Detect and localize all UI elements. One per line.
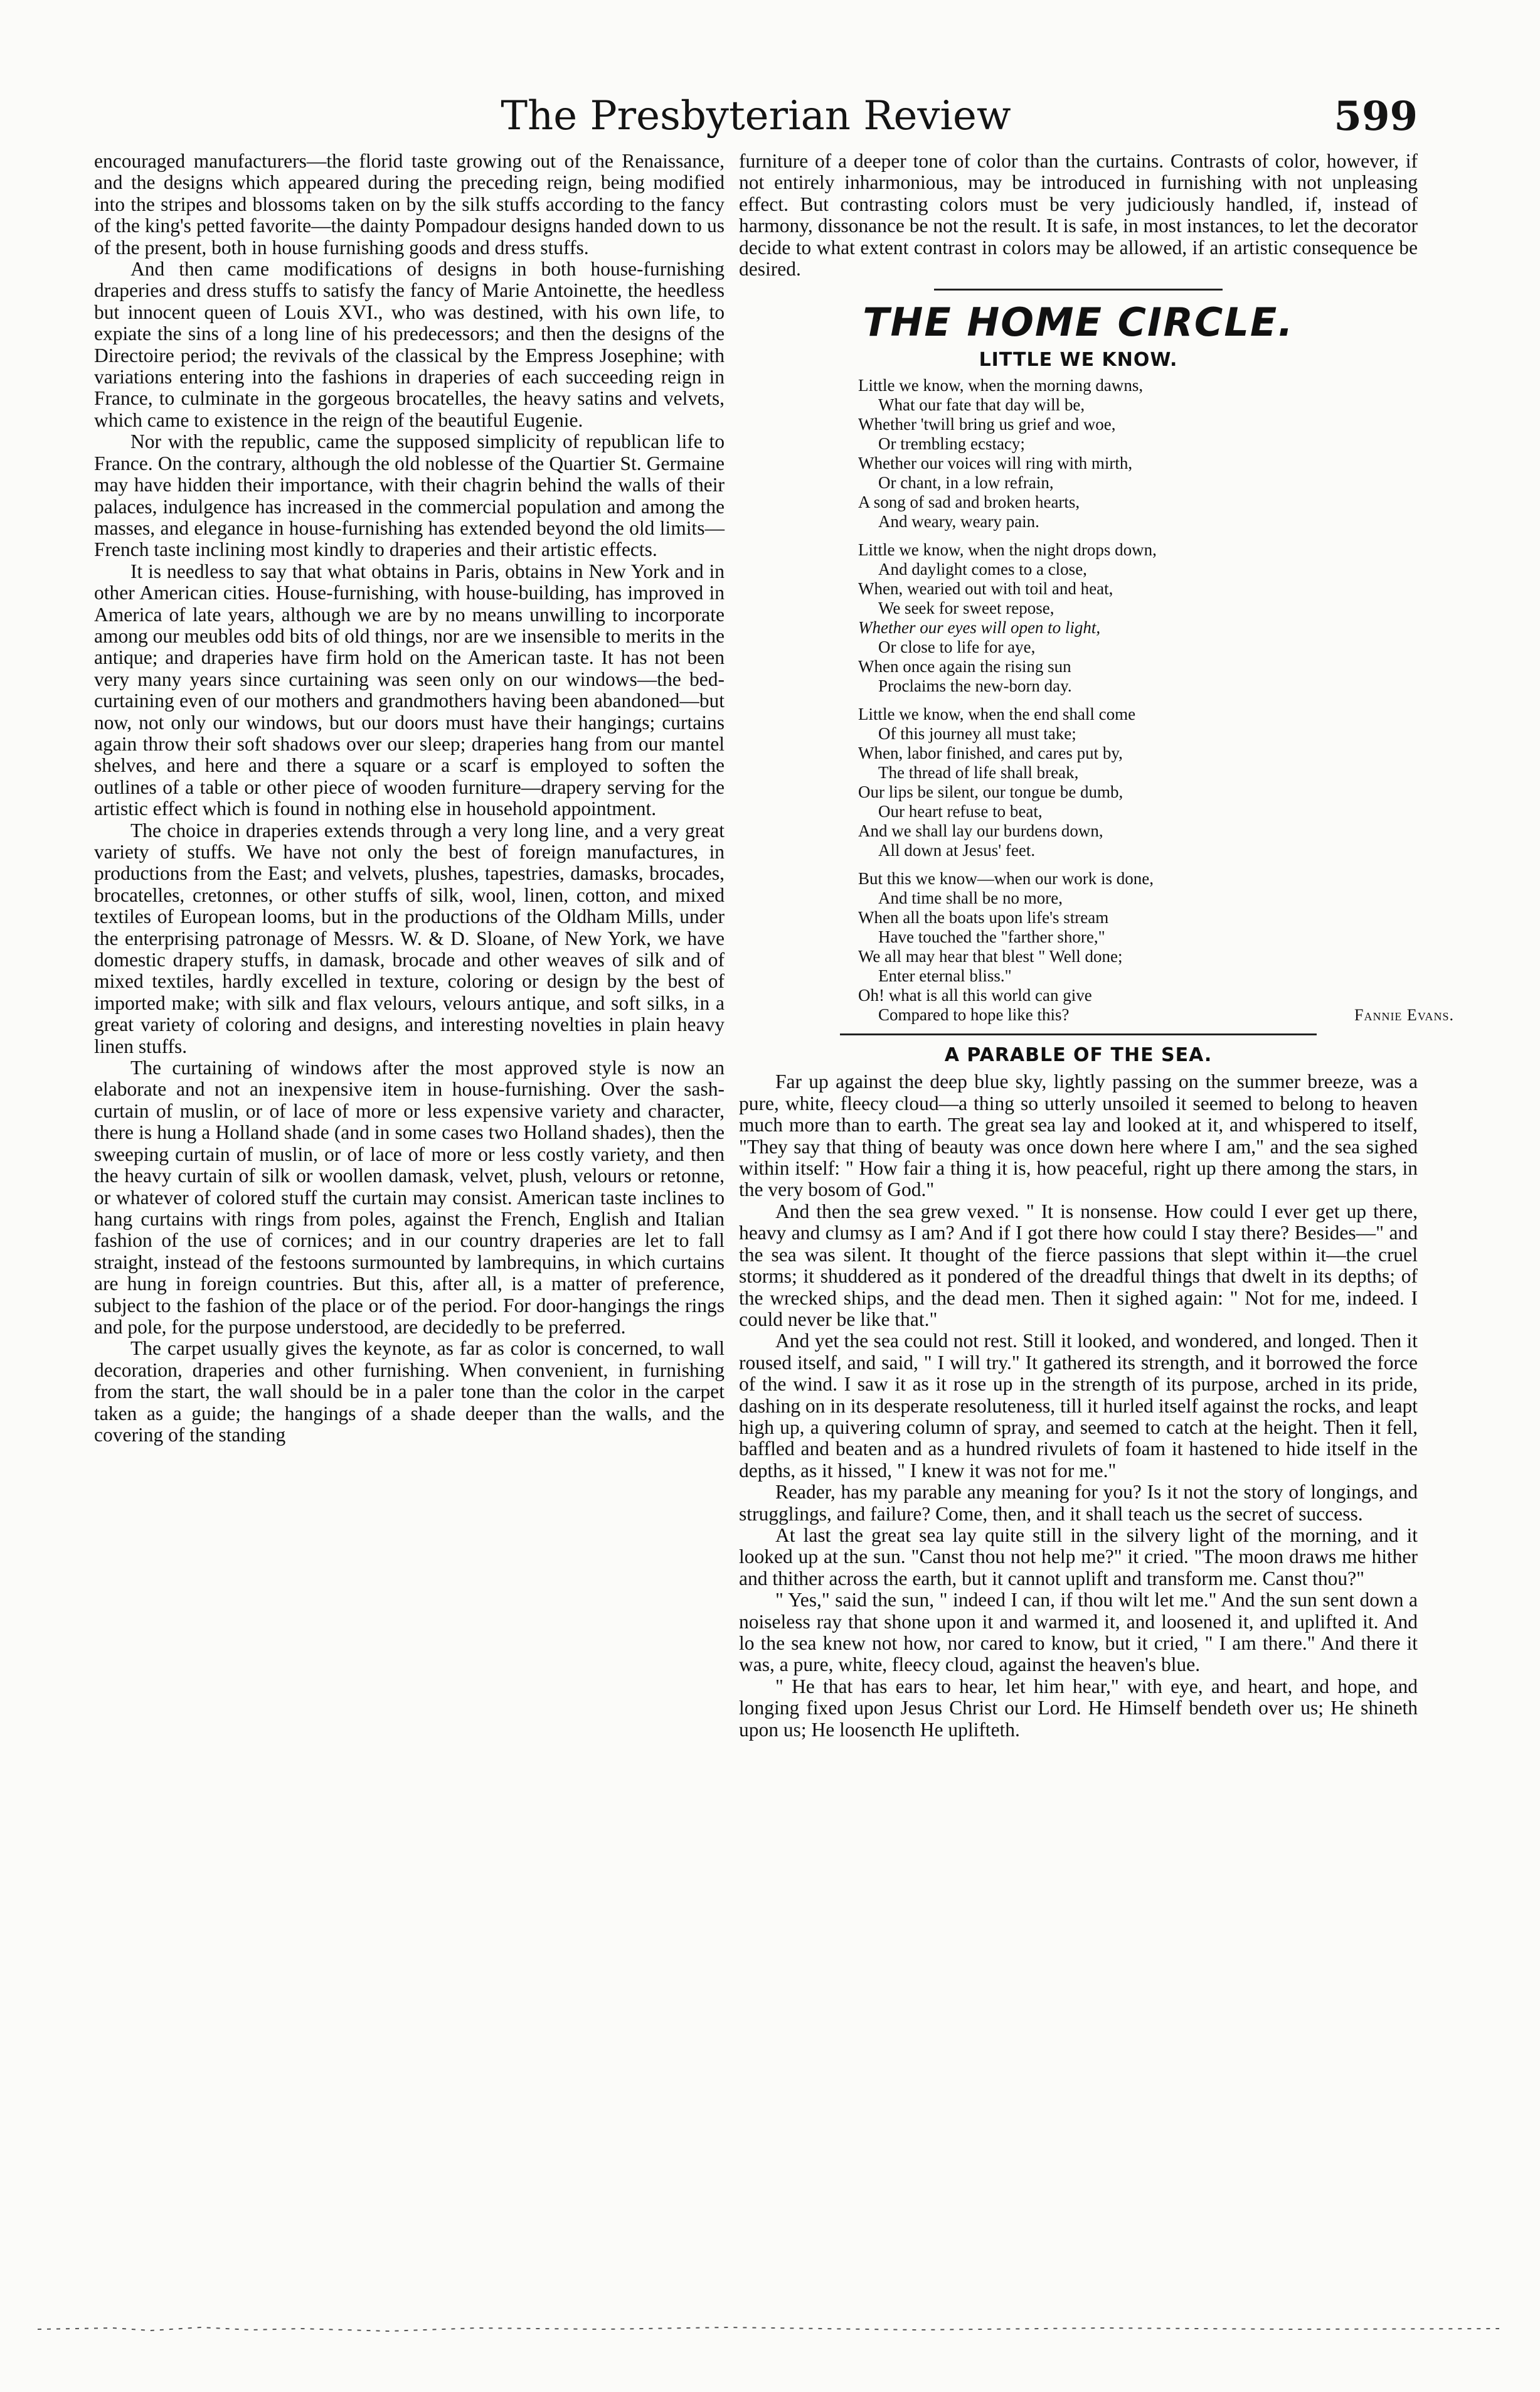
parable-title: A PARABLE OF THE SEA. [944,1044,1213,1067]
publication-title: The Presbyterian Review [501,93,1011,139]
poem-line: Or trembling ecstacy; [878,434,1025,454]
parable-paragraph: At last the great sea lay quite still in the silvery light of the morning, and it looked up at the sun. "Canst thou not help me?" it cried. "The moon draws me hither and thither across the earth, but it cannot uplift and transform me. Canst thou?" [739,1524,1418,1589]
article-paragraph: And then came modifications of designs in both house-furnishing draperies and dress stuffs to satisfy the fancy of Marie Antoinette, the heedless but innocent queen of Louis XVI., who was destined, with his own life, to expiate the sins of a long line of his predecessors; and then the designs of the Directoire period; the revivals of the classical by the Empress Josephine; with variations entering into the fashions in draperies of each succeeding reign in France, to culminate in the gorgeous brocatelles, the heavy satins and velvets, which came to existence in the reign of the beautiful Eugenie. [94,258,725,431]
poem-line: Or chant, in a low refrain, [878,473,1054,493]
right-column [739,150,1454,1741]
parable-paragraph: " Yes," said the sun, " indeed I can, if thou wilt let me." And the sun sent down a noiseless ray that shone upon it and warmed it, and loosened it, and uplifted it. And lo the sea knew not how, nor cared to know, but it cried, " I am there." And there it was, a pure, white, fleecy cloud, against the heaven's blue. [739,1589,1418,1676]
parable-paragraph: And yet the sea could not rest. Still it looked, and wondered, and longed. Then it roused itself, and said, " I will try." It gathered its strength, and it borrowed the force of the wind. I saw it as it rose up in the strength of its purpose, arched in its pride, dashing on in its desperate resoluteness, till it hurled itself against the rocks, and leapt high up, a quivering column of spray, and seemed to catch at the height. Then it fell, baffled and beaten and as a hundred rivulets of foam it hastened to hide itself in the depths, as it hissed, " I knew it was not for me." [739,1330,1418,1482]
poem-line: Proclaims the new-born day. [878,676,1072,696]
parable-paragraph: " He that has ears to hear, let him hear," with eye, and heart, and hope, and longing fixed upon Jesus Christ our Lord. He Himself bendeth over us; He shineth upon us; He loosencth He uplifteth. [739,1675,1418,1741]
poem-line: Have touched the "farther shore," [878,927,1105,947]
parable-paragraph: Far up against the deep blue sky, lightly passing on the summer breeze, was a pure, white, fleecy cloud—a thing so utterly unsoiled it seemed to belong to heaven much more than to earth. The great sea lay and looked at it, and whispered to itself, "They say that thing of beauty was once down here where I am," and the sea sighed within itself: " How fair a thing it is, how peaceful, right up there among the stars, in the very bosom of God." [739,1071,1418,1201]
poem-line: What our fate that day will be, [878,395,1085,415]
poem-line: When all the boats upon life's stream [858,908,1109,927]
poem-line: Enter eternal bliss." [878,966,1012,986]
poem-line: And time shall be no more, [878,889,1063,908]
poem-line: And daylight comes to a close, [878,560,1087,579]
poem-line: Little we know, when the end shall come [858,705,1136,724]
article-paragraph: The carpet usually gives the keynote, as far as color is concerned, to wall decoration, draperies and other furnishing. When convenient, in furnishing from the start, the wall should be in a paler tone than the color in the carpet taken as a guide; the hangings of a shade deeper than the walls, and the covering of the standing [94,1337,725,1446]
poem-line: Whether 'twill bring us grief and woe, [858,415,1116,434]
article-paragraph: Nor with the republic, came the supposed simplicity of republican life to France. On the contrary, although the old noblesse of the Quartier St. Germaine may have hidden their importance, with their chagrin behind the walls of their palaces, indulgence has increased in the commercial population and among the masses, and elegance in house-furnishing has extended beyond the old limits—French taste inclining most kindly to draperies and their artistic effects. [94,430,725,561]
poem-line: All down at Jesus' feet. [878,841,1036,860]
poem-line: Our heart refuse to beat, [878,802,1043,821]
article-paragraph: It is needless to say that what obtains in Paris, obtains in New York and in other American cities. House-furnishing, with house-building, has improved in America of late years, although we are by no means unwilling to incorporate among our meubles odd bits of old things, nor are we insensible to merits in the antique; and draperies have firm hold on the American taste. It has not been very many years since curtaining was seen only on our windows—the bed-curtaining even of our mothers and grandmothers having been abandoned—but now, not only our windows, but our doors must have their hangings; curtains again throw their soft shadows over our sleep; draperies hang from our mantel shelves, and here and there a square or a scarf is employed to soften the outlines of a table or other piece of wooden furniture—drapery serving for the artistic effect which is found in nothing else in household appointment. [94,560,725,820]
parable-paragraph: Reader, has my parable any meaning for you? Is it not the story of longings, and strugglings, and failure? Come, then, and it shall teach us the secret of success. [739,1481,1418,1525]
section-title: THE HOME CIRCLE. [863,299,1294,346]
poem-line: We seek for sweet repose, [878,599,1054,618]
poem-line: The thread of life shall break, [878,763,1079,782]
poem-author: Fannie Evans. [1354,1006,1454,1025]
poem-stanza [858,705,1360,860]
poem-stanza [858,376,1360,531]
poem [858,376,1454,1025]
poem-stanza [858,540,1360,696]
article-paragraph: The choice in draperies extends through a very long line, and a very great variety of stuffs. We have not only the best of foreign manufactures, in productions from the East; and velvets, plushes, tapestries, damasks, brocades, brocatelles, cretonnes, or other stuffs of silk, wool, linen, cotton, and mixed textiles of European looms, but in the productions of the Oldham Mills, under the enterprising patronage of Messrs. W. & D. Sloane, of New York, we have domestic drapery stuffs, in damask, brocade and other weaves of silk and of mixed textiles, hardly excelled in texture, coloring or design by the best of imported make; with silk and flax velours, velours antique, and soft silks, in a great variety of coloring and designs, and interesting novelties in plain heavy linen stuffs. [94,819,725,1057]
poem-line: Little we know, when the night drops down, [858,540,1157,560]
left-column [94,151,725,1446]
poem-line: When, labor finished, and cares put by, [858,744,1123,763]
article-paragraph: The curtaining of windows after the most approved style is now an elaborate and not an inexpensive item in house-furnishing. Over the sash-curtain of muslin, or of lace of more or less expensive variety and character, there is hung a Holland shade (and in some cases two Holland shades), then the sweeping curtain of muslin, or of lace of more or less costly variety, and then the heavy curtain of silk or woollen damask, velvet, plush, velours or retonne, or whatever of colored stuff the curtain may consist. American taste inclines to hang curtains with rings from poles, against the French, English and Italian fashion of the use of cornices; and in our country draperies are let to fall straight, instead of the festoons surmounted by lambrequins, in which curtains are hung in foreign countries. But this, after all, is a matter of preference, subject to the fashion of the place or of the period. For door-hangings the rings and pole, for the purpose understood, are decidedly to be preferred. [94,1057,725,1338]
poem-line: Whether our voices will ring with mirth, [858,454,1133,473]
page-header [94,82,1418,151]
poem-line: When once again the rising sun [858,657,1071,676]
poem-line: A song of sad and broken hearts, [858,493,1080,512]
section-divider [934,289,1223,291]
poem-title: LITTLE WE KNOW. [979,349,1178,371]
poem-line: Compared to hope like this? [878,1005,1070,1025]
article-paragraph: encouraged manufacturers—the florid taste growing out of the Renaissance, and the designs which appeared during the preceding reign, being modified into the stripes and blossoms taken on by the silk stuffs according to the fancy of the king's petted favorite—the dainty Pompadour designs handed down to us of the present, both in house furnishing goods and dress stuffs. [94,150,725,259]
poem-line: Whether our eyes will open to light, [858,618,1101,638]
poem-line: Of this journey all must take; [878,724,1076,744]
section-divider [840,1033,1317,1035]
poem-line: Our lips be silent, our tongue be dumb, [858,782,1123,802]
poem-line: Little we know, when the morning dawns, [858,376,1144,395]
poem-line: When, wearied out with toil and heat, [858,579,1113,599]
poem-line: We all may hear that blest " Well done; [858,947,1123,966]
poem-line: And we shall lay our burdens down, [858,821,1103,841]
poem-line: But this we know—when our work is done, [858,869,1154,889]
poem-line: Or close to life for aye, [878,638,1036,657]
poem-line: And weary, weary pain. [878,512,1039,531]
poem-line: Oh! what is all this world can give [858,986,1092,1005]
poem-final-line [858,1005,1454,1025]
page-number: 599 [1334,93,1418,140]
article-continuation: furniture of a deeper tone of color than the curtains. Contrasts of color, however, if not entirely inharmonious, may be introduced in furnishing with not unpleasing effect. But contrasting colors must be very judiciously handled, if, instead of harmony, dissonance be not the result. It is safe, in most instances, to let the decorator decide to what extent contrast in colors may be allowed, if an artistic consequence be desired. [739,150,1418,280]
scan-edge-marks [38,2322,1499,2334]
poem-stanza [858,869,1454,1025]
parable-paragraph: And then the sea grew vexed. " It is nonsense. How could I ever get up there, heavy and clumsy as I am? And if I got there how could I stay there? Besides—" and the sea was silent. It thought of the fierce passions that slept within it—the cruel storms; it shuddered as it pondered of the dreadful things that dwelt in its depths; of the wrecked ships, and the dead men. Then it sighed again: " Not for me, indeed. I could never be like that." [739,1200,1418,1330]
